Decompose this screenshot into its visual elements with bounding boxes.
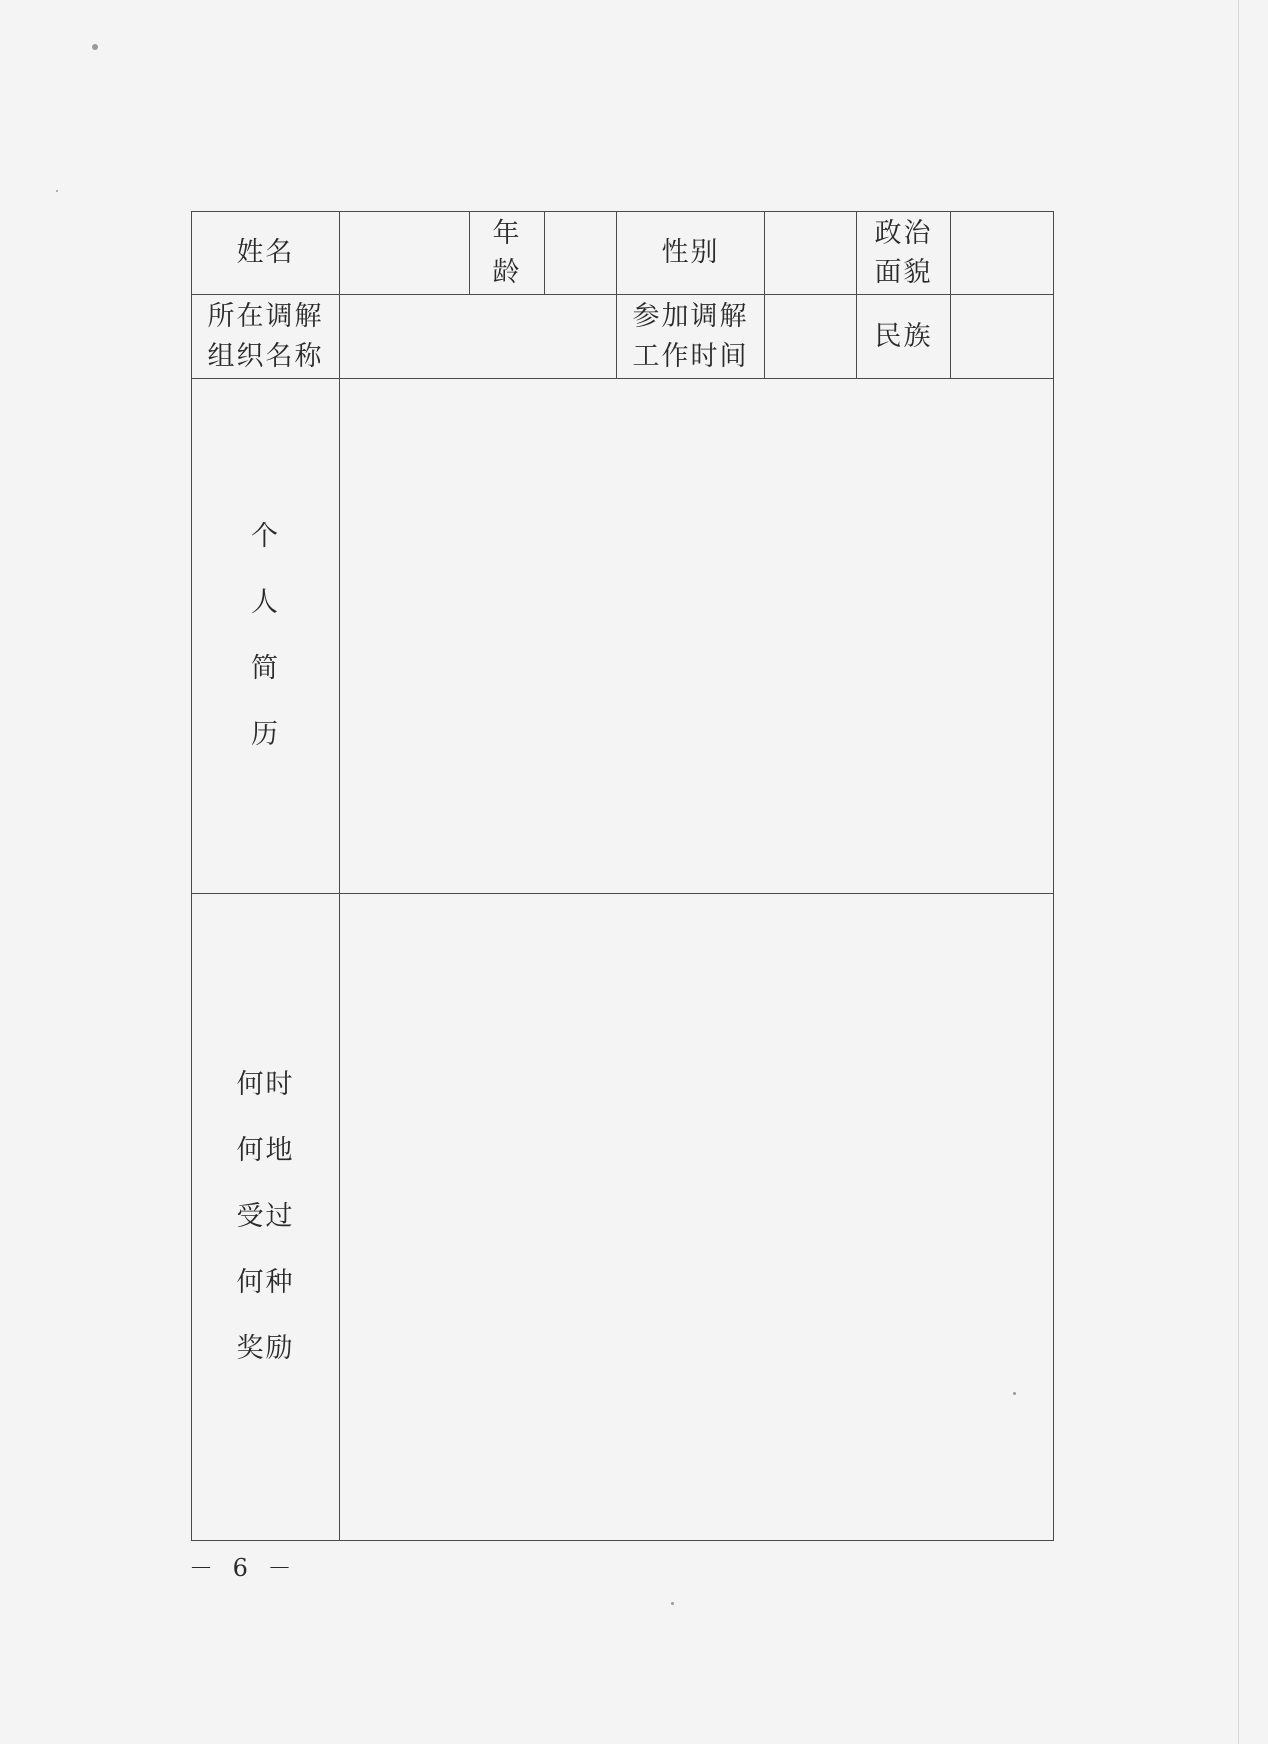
- org-name-label: [192, 295, 340, 379]
- page-edge: [1238, 0, 1239, 1744]
- form-row-resume: [192, 379, 1054, 894]
- political-status-label-line-2: 面貌: [874, 257, 933, 288]
- gender-label: 性别: [617, 212, 765, 295]
- resume-label-char: 人: [251, 587, 280, 618]
- resume-value-cell[interactable]: [340, 379, 1054, 894]
- political-status-label-line-1: 政治: [874, 217, 933, 249]
- form-row-awards: [192, 894, 1054, 1541]
- ethnicity-label: 民族: [857, 295, 951, 379]
- ethnicity-value-cell[interactable]: [951, 295, 1054, 379]
- political-status-label: [857, 212, 951, 295]
- resume-label: [192, 379, 340, 894]
- awards-label-line: 何时: [236, 1069, 295, 1100]
- resume-label-char: 个: [251, 521, 280, 552]
- org-name-label-line-2: 组织名称: [207, 340, 324, 372]
- join-time-label-line-2: 工作时间: [632, 340, 749, 372]
- form-row-basic-info: [192, 212, 1054, 295]
- awards-label-line: 受过: [236, 1201, 295, 1232]
- mediator-info-form: [191, 211, 1054, 1541]
- age-label-line-1: 年: [492, 217, 522, 249]
- page-number: － 6 －: [189, 1554, 298, 1582]
- join-time-label: [617, 295, 765, 379]
- org-name-label-line-1: 所在调解: [207, 301, 324, 333]
- resume-label-char: 历: [251, 719, 280, 750]
- gender-value-cell[interactable]: [765, 212, 857, 295]
- awards-label-line: 何地: [236, 1135, 295, 1166]
- age-value-cell[interactable]: [545, 212, 617, 295]
- org-name-value-cell[interactable]: [340, 295, 617, 379]
- awards-label: [192, 894, 340, 1541]
- name-value-cell[interactable]: [340, 212, 470, 295]
- join-time-label-line-1: 参加调解: [632, 301, 749, 333]
- awards-label-line: 奖励: [236, 1333, 295, 1364]
- join-time-value-cell[interactable]: [765, 295, 857, 379]
- age-label: [470, 212, 545, 295]
- awards-value-cell[interactable]: [340, 894, 1054, 1541]
- name-label: 姓名: [192, 212, 340, 295]
- scan-speck: [92, 44, 98, 50]
- age-label-line-2: 龄: [492, 257, 522, 288]
- form-row-organization-info: [192, 295, 1054, 379]
- scan-speck: [56, 190, 58, 192]
- awards-label-line: 何种: [236, 1267, 295, 1298]
- resume-label-char: 简: [251, 653, 280, 684]
- political-status-value-cell[interactable]: [951, 212, 1054, 295]
- scan-speck: [671, 1602, 674, 1605]
